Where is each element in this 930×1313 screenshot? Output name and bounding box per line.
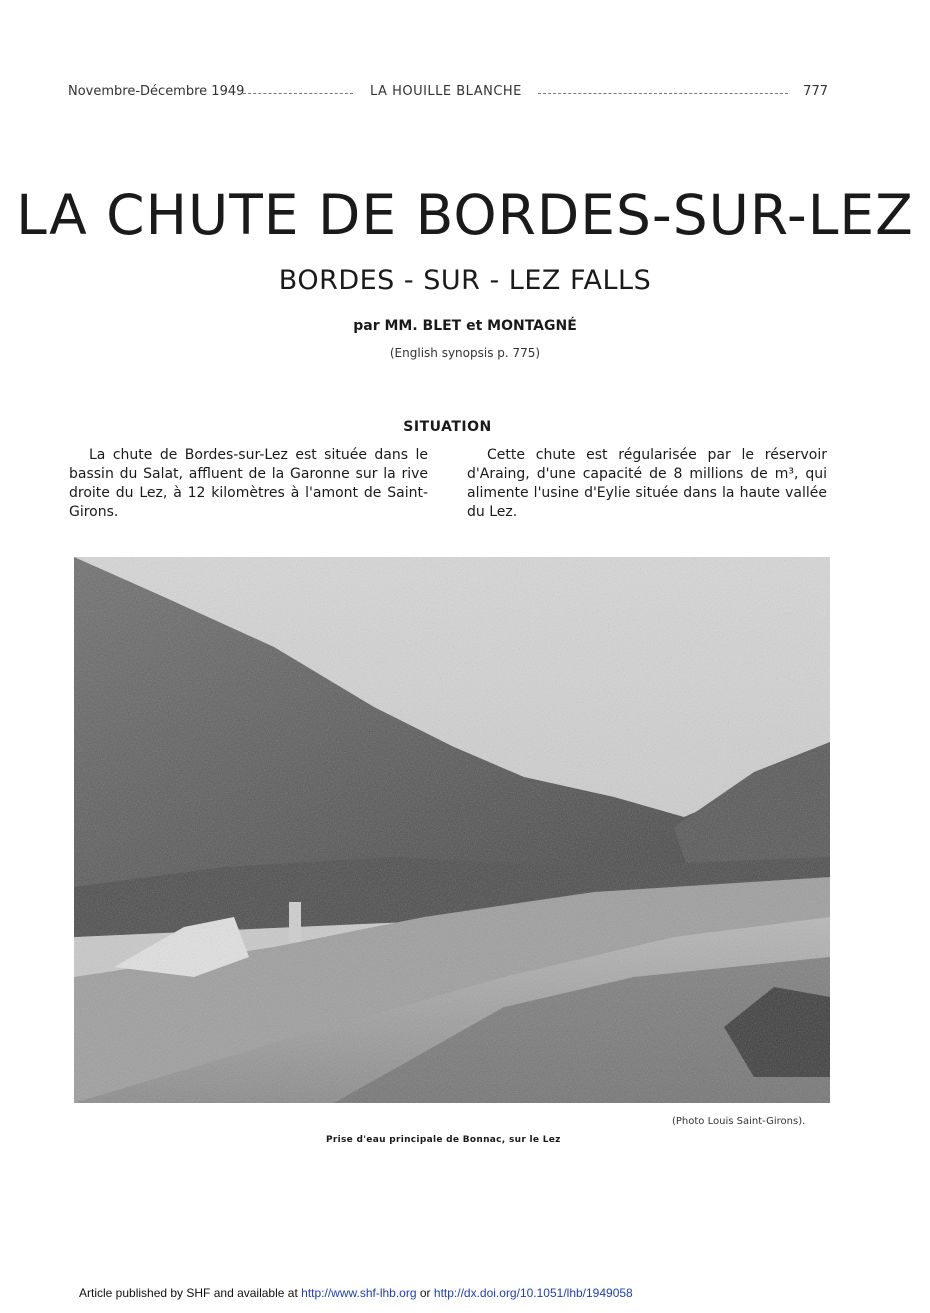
page-number: 777: [803, 84, 828, 99]
section-heading: SITUATION: [403, 419, 492, 435]
shf-link[interactable]: http://www.shf-lhb.org: [301, 1286, 417, 1300]
synopsis-note: (English synopsis p. 775): [389, 346, 541, 360]
photo-grain: [74, 557, 830, 1103]
article-subtitle: BORDES - SUR - LEZ FALLS: [278, 265, 652, 296]
article-authors: par MM. BLET et MONTAGNÉ: [353, 318, 577, 334]
header-rule-right: [538, 93, 788, 94]
running-header: [68, 84, 828, 100]
footer-prefix: Article published by SHF and available at: [79, 1286, 298, 1300]
doi-link[interactable]: http://dx.doi.org/10.1051/lhb/1949058: [433, 1286, 633, 1300]
photo-caption: Prise d'eau principale de Bonnac, sur le Lez: [326, 1135, 561, 1145]
issue-date: Novembre-Décembre 1949: [68, 84, 245, 99]
landscape-photo: [74, 557, 830, 1103]
article-title: LA CHUTE DE BORDES-SUR-LEZ: [16, 183, 914, 247]
paragraph-left: La chute de Bordes-sur-Lez est située dans le bassin du Salat, affluent de la Garonne sur la rive droite du Lez, à 12 kilomètres à l'amont de Saint-Girons.: [69, 447, 428, 520]
paragraph-right: Cette chute est régularisée par le réservoir d'Araing, d'une capacité de 8 millions de m³, qui alimente l'usine d'Eylie située dans la haute vallée du Lez.: [467, 447, 827, 520]
footer-or: or: [419, 1286, 431, 1300]
journal-name: LA HOUILLE BLANCHE: [370, 84, 522, 99]
photo-credit: (Photo Louis Saint-Girons).: [672, 1116, 806, 1127]
header-rule-left: [243, 93, 353, 94]
publication-footer: [79, 1286, 633, 1300]
